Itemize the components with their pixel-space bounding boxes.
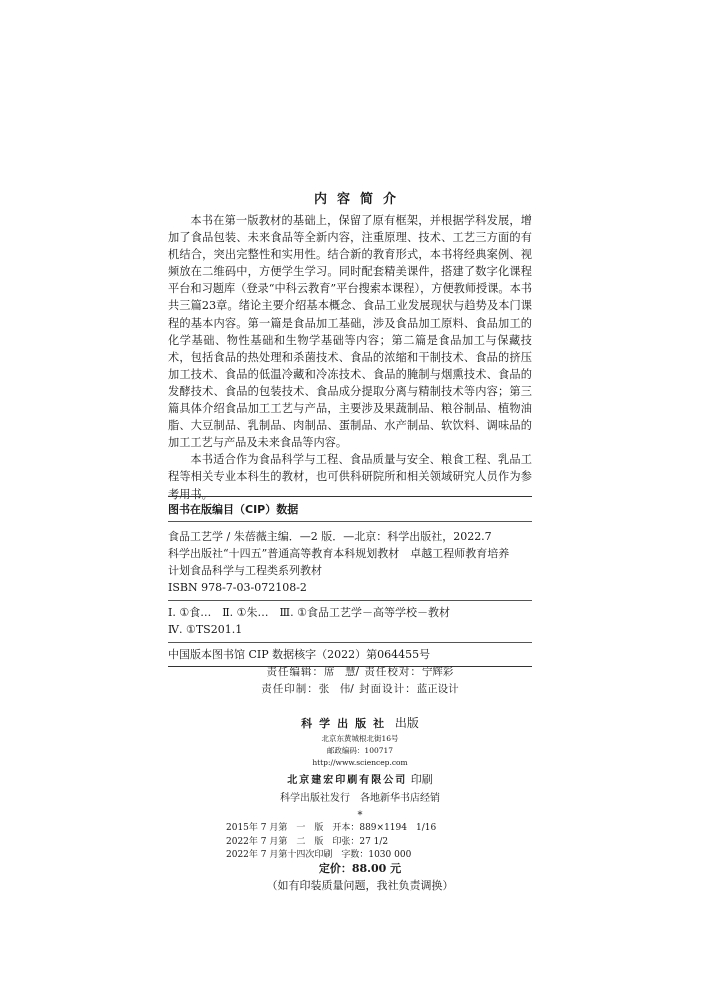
- summary-body: [168, 212, 532, 503]
- summary-paragraph-1: 本书在第一版教材的基础上，保留了原有框架，并根据学科发展，增加了食品包装、未来食品等全新内容，注重原理、技术、工艺三方面的有机结合，突出完整性和实用性。结合新的教育形式，本书将经典案例、视频放在二维码中，方便学生学习。同时配套精美课件，搭建了数字化课程平台和习题库（登录“中科云教育”平台搜索本课程），方便教师授课。本书共三篇23章。绪论主要介绍基本概念、食品工业发展现状与趋势及本门课程的基本内容。第一篇是食品加工基础，涉及食品加工原料、食品加工的化学基础、物性基础和生物学基础等内容；第二篇是食品加工与保藏技术，包括食品的热处理和杀菌技术、食品的浓缩和干制技术、食品的挤压加工技术、食品的低温冷藏和冷冻技术、食品的腌制与烟熏技术、食品的发酵技术、食品的包装技术、食品成分提取分离与精制技术等内容；第三篇具体介绍食品加工工艺与产品，主要涉及果蔬制品、粮谷制品、植物油脂、大豆制品、乳制品、肉制品、蛋制品、水产制品、软饮料、调味品的加工工艺与产品及未来食品等内容。: [168, 214, 532, 450]
- cip-bibliographic: [168, 522, 532, 600]
- print-manager-name: 张 伟: [318, 683, 351, 695]
- summary-title: 内容简介: [313, 192, 406, 207]
- cip-class-line-2: Ⅳ. ①TS201.1: [168, 623, 243, 636]
- edition-row-1: 2015年 7 月第 一 版 开本：889×1194 1/16: [226, 823, 437, 833]
- cip-class-line-1: Ⅰ. ①食… Ⅱ. ①朱… Ⅲ. ①食品工艺学－高等学校－教材: [168, 606, 450, 619]
- printer-name: 北京建宏印刷有限公司: [287, 775, 408, 786]
- print-manager-label: 责任印制：: [261, 683, 319, 695]
- price-label: 定价：88.00 元: [318, 862, 402, 875]
- editor-label: 责任编辑：: [266, 666, 325, 678]
- publisher-url: http://www.sciencep.com: [312, 758, 408, 767]
- publisher-postcode: 邮政编码：100717: [326, 746, 394, 755]
- edition-row-2: 2022年 7 月第 二 版 印张：27 1/2: [226, 836, 389, 847]
- publisher-name: 科学出版社: [301, 717, 392, 730]
- publisher-block: [0, 714, 720, 823]
- price-block: [0, 860, 720, 894]
- star-separator: *: [357, 810, 363, 821]
- publisher-suffix: 出版: [394, 716, 419, 730]
- printer-line: [0, 771, 720, 790]
- cip-title-line: 食品工艺学 / 朱蓓薇主编．—2 版．—北京：科学出版社，2022.7: [168, 530, 492, 543]
- cover-design-label: / 封面设计：: [350, 683, 417, 695]
- cip-series-line-cont: 计划食品科学与工程类系列教材: [168, 564, 322, 577]
- cip-classification: [168, 601, 532, 642]
- publisher-line: [0, 714, 720, 733]
- cip-header: 图书在版编目（CIP）数据: [168, 503, 299, 516]
- cip-data-block: [168, 496, 532, 667]
- edition-info: [226, 822, 436, 863]
- printer-suffix: 印刷: [410, 773, 433, 786]
- cip-number: 中国版本图书馆 CIP 数据核字（2022）第064455号: [168, 648, 431, 661]
- distribution-line: 科学出版社发行 各地新华书店经销: [280, 793, 440, 804]
- summary-paragraph-2: 本书适合作为食品科学与工程、食品质量与安全、粮食工程、乳品工程等相关专业本科生的教材，也可供科研院所和相关领域研究人员作为参考用书。: [168, 453, 532, 501]
- proofreader-label: / 责任校对：: [355, 666, 422, 678]
- edition-row-3: 2022年 7 月第十四次印刷 字数：1030 000: [226, 850, 412, 860]
- price-note: （如有印装质量问题，我社负责调换）: [266, 879, 454, 892]
- credit-line-print: [0, 681, 720, 698]
- publisher-address: 北京东黄城根北街16号: [321, 734, 399, 743]
- proofreader-name: 宁辉彩: [421, 666, 454, 678]
- credits-block: [0, 664, 720, 698]
- cip-isbn: ISBN 978-7-03-072108-2: [168, 581, 307, 594]
- cover-designer-name: 蓝正设计: [416, 683, 459, 695]
- credit-line-editors: [0, 664, 720, 681]
- cip-series-line: 科学出版社“十四五”普通高等教育本科规划教材 卓越工程师教育培养: [168, 547, 510, 560]
- editor-name: 席 慧: [324, 666, 356, 678]
